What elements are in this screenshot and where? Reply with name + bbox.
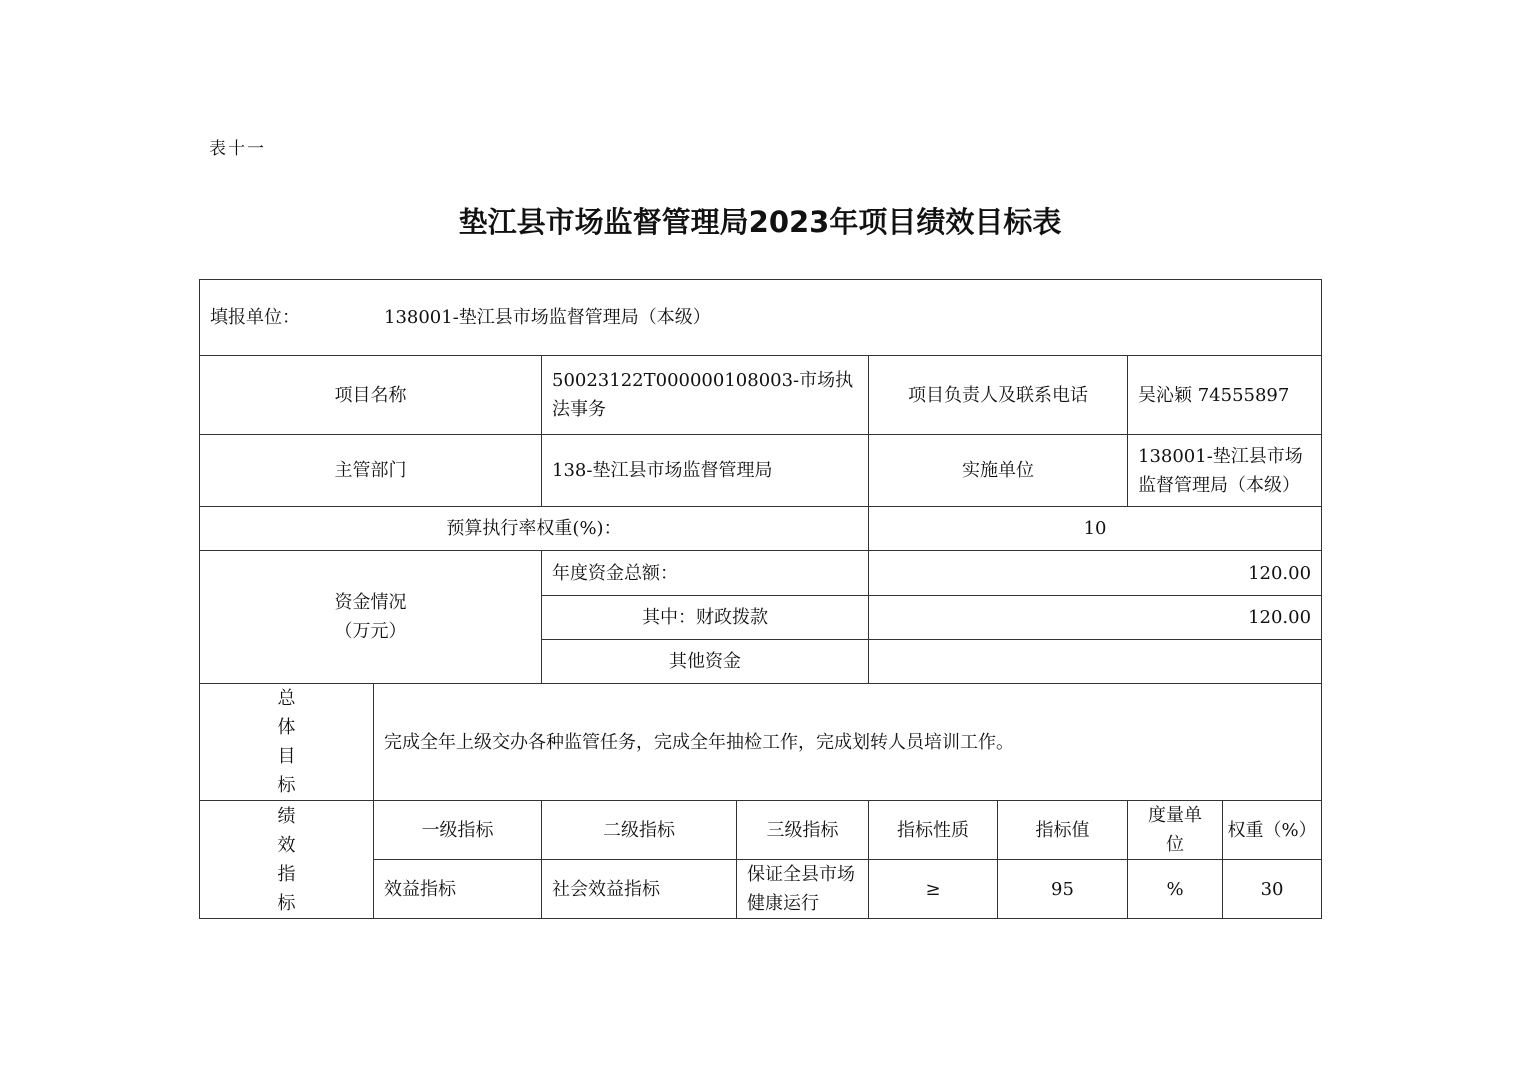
implementing-unit-value: 138001-垫江县市场监督管理局（本级）	[1128, 435, 1322, 507]
indicator-header-row	[200, 801, 1322, 860]
project-row	[200, 356, 1322, 435]
table-cell: 效益指标	[374, 860, 542, 919]
funds-fiscal-value: 120.00	[869, 596, 1322, 640]
indicators-label: 绩 效 指 标	[200, 801, 374, 919]
column-header: 指标值	[998, 801, 1128, 860]
department-label: 主管部门	[200, 435, 542, 507]
table-cell: 30	[1223, 860, 1322, 919]
implementing-unit-label: 实施单位	[869, 435, 1128, 507]
reporting-unit-label: 填报单位：	[210, 307, 300, 328]
project-name-value: 50023122T000000108003-市场执法事务	[542, 356, 869, 435]
funds-other-value	[869, 640, 1322, 684]
funds-unit-label: （万元）	[334, 621, 407, 642]
table-cell: ≥	[869, 860, 998, 919]
budget-weight-label: 预算执行率权重(%)：	[200, 507, 869, 551]
reporting-unit-cell	[200, 280, 1322, 356]
budget-weight-value: 10	[869, 507, 1322, 551]
funds-other-label: 其他资金	[542, 640, 869, 684]
column-header: 指标性质	[869, 801, 998, 860]
project-contact-label: 项目负责人及联系电话	[869, 356, 1128, 435]
project-name-label: 项目名称	[200, 356, 542, 435]
funds-fiscal-label: 其中：财政拨款	[542, 596, 869, 640]
column-header: 二级指标	[542, 801, 737, 860]
table-cell: 保证全县市场健康运行	[737, 860, 869, 919]
project-contact-value: 吴沁颖 74555897	[1128, 356, 1322, 435]
column-header: 三级指标	[737, 801, 869, 860]
table-cell: 社会效益指标	[542, 860, 737, 919]
funds-total-value: 120.00	[869, 551, 1322, 596]
funds-total-row	[200, 551, 1322, 596]
table-cell: %	[1128, 860, 1223, 919]
overall-goal-text: 完成全年上级交办各种监管任务，完成全年抽检工作，完成划转人员培训工作。	[374, 684, 1322, 801]
budget-weight-row	[200, 507, 1322, 551]
funds-label-cell	[200, 551, 542, 684]
reporting-unit-value: 138001-垫江县市场监督管理局（本级）	[384, 307, 711, 328]
column-header: 权重（%）	[1223, 801, 1322, 860]
department-row	[200, 435, 1322, 507]
table-number-label: 表十一	[209, 139, 266, 159]
performance-target-table	[199, 279, 1322, 919]
department-value: 138-垫江县市场监督管理局	[542, 435, 869, 507]
overall-goal-row	[200, 684, 1322, 801]
column-header: 一级指标	[374, 801, 542, 860]
reporting-unit-row	[200, 280, 1322, 356]
column-header: 度量单位	[1128, 801, 1223, 860]
funds-label: 资金情况	[334, 592, 407, 613]
funds-total-label: 年度资金总额：	[542, 551, 869, 596]
overall-goal-label: 总 体 目 标	[200, 684, 374, 801]
page-title: 垫江县市场监督管理局2023年项目绩效目标表	[458, 205, 1062, 239]
table-cell: 95	[998, 860, 1128, 919]
